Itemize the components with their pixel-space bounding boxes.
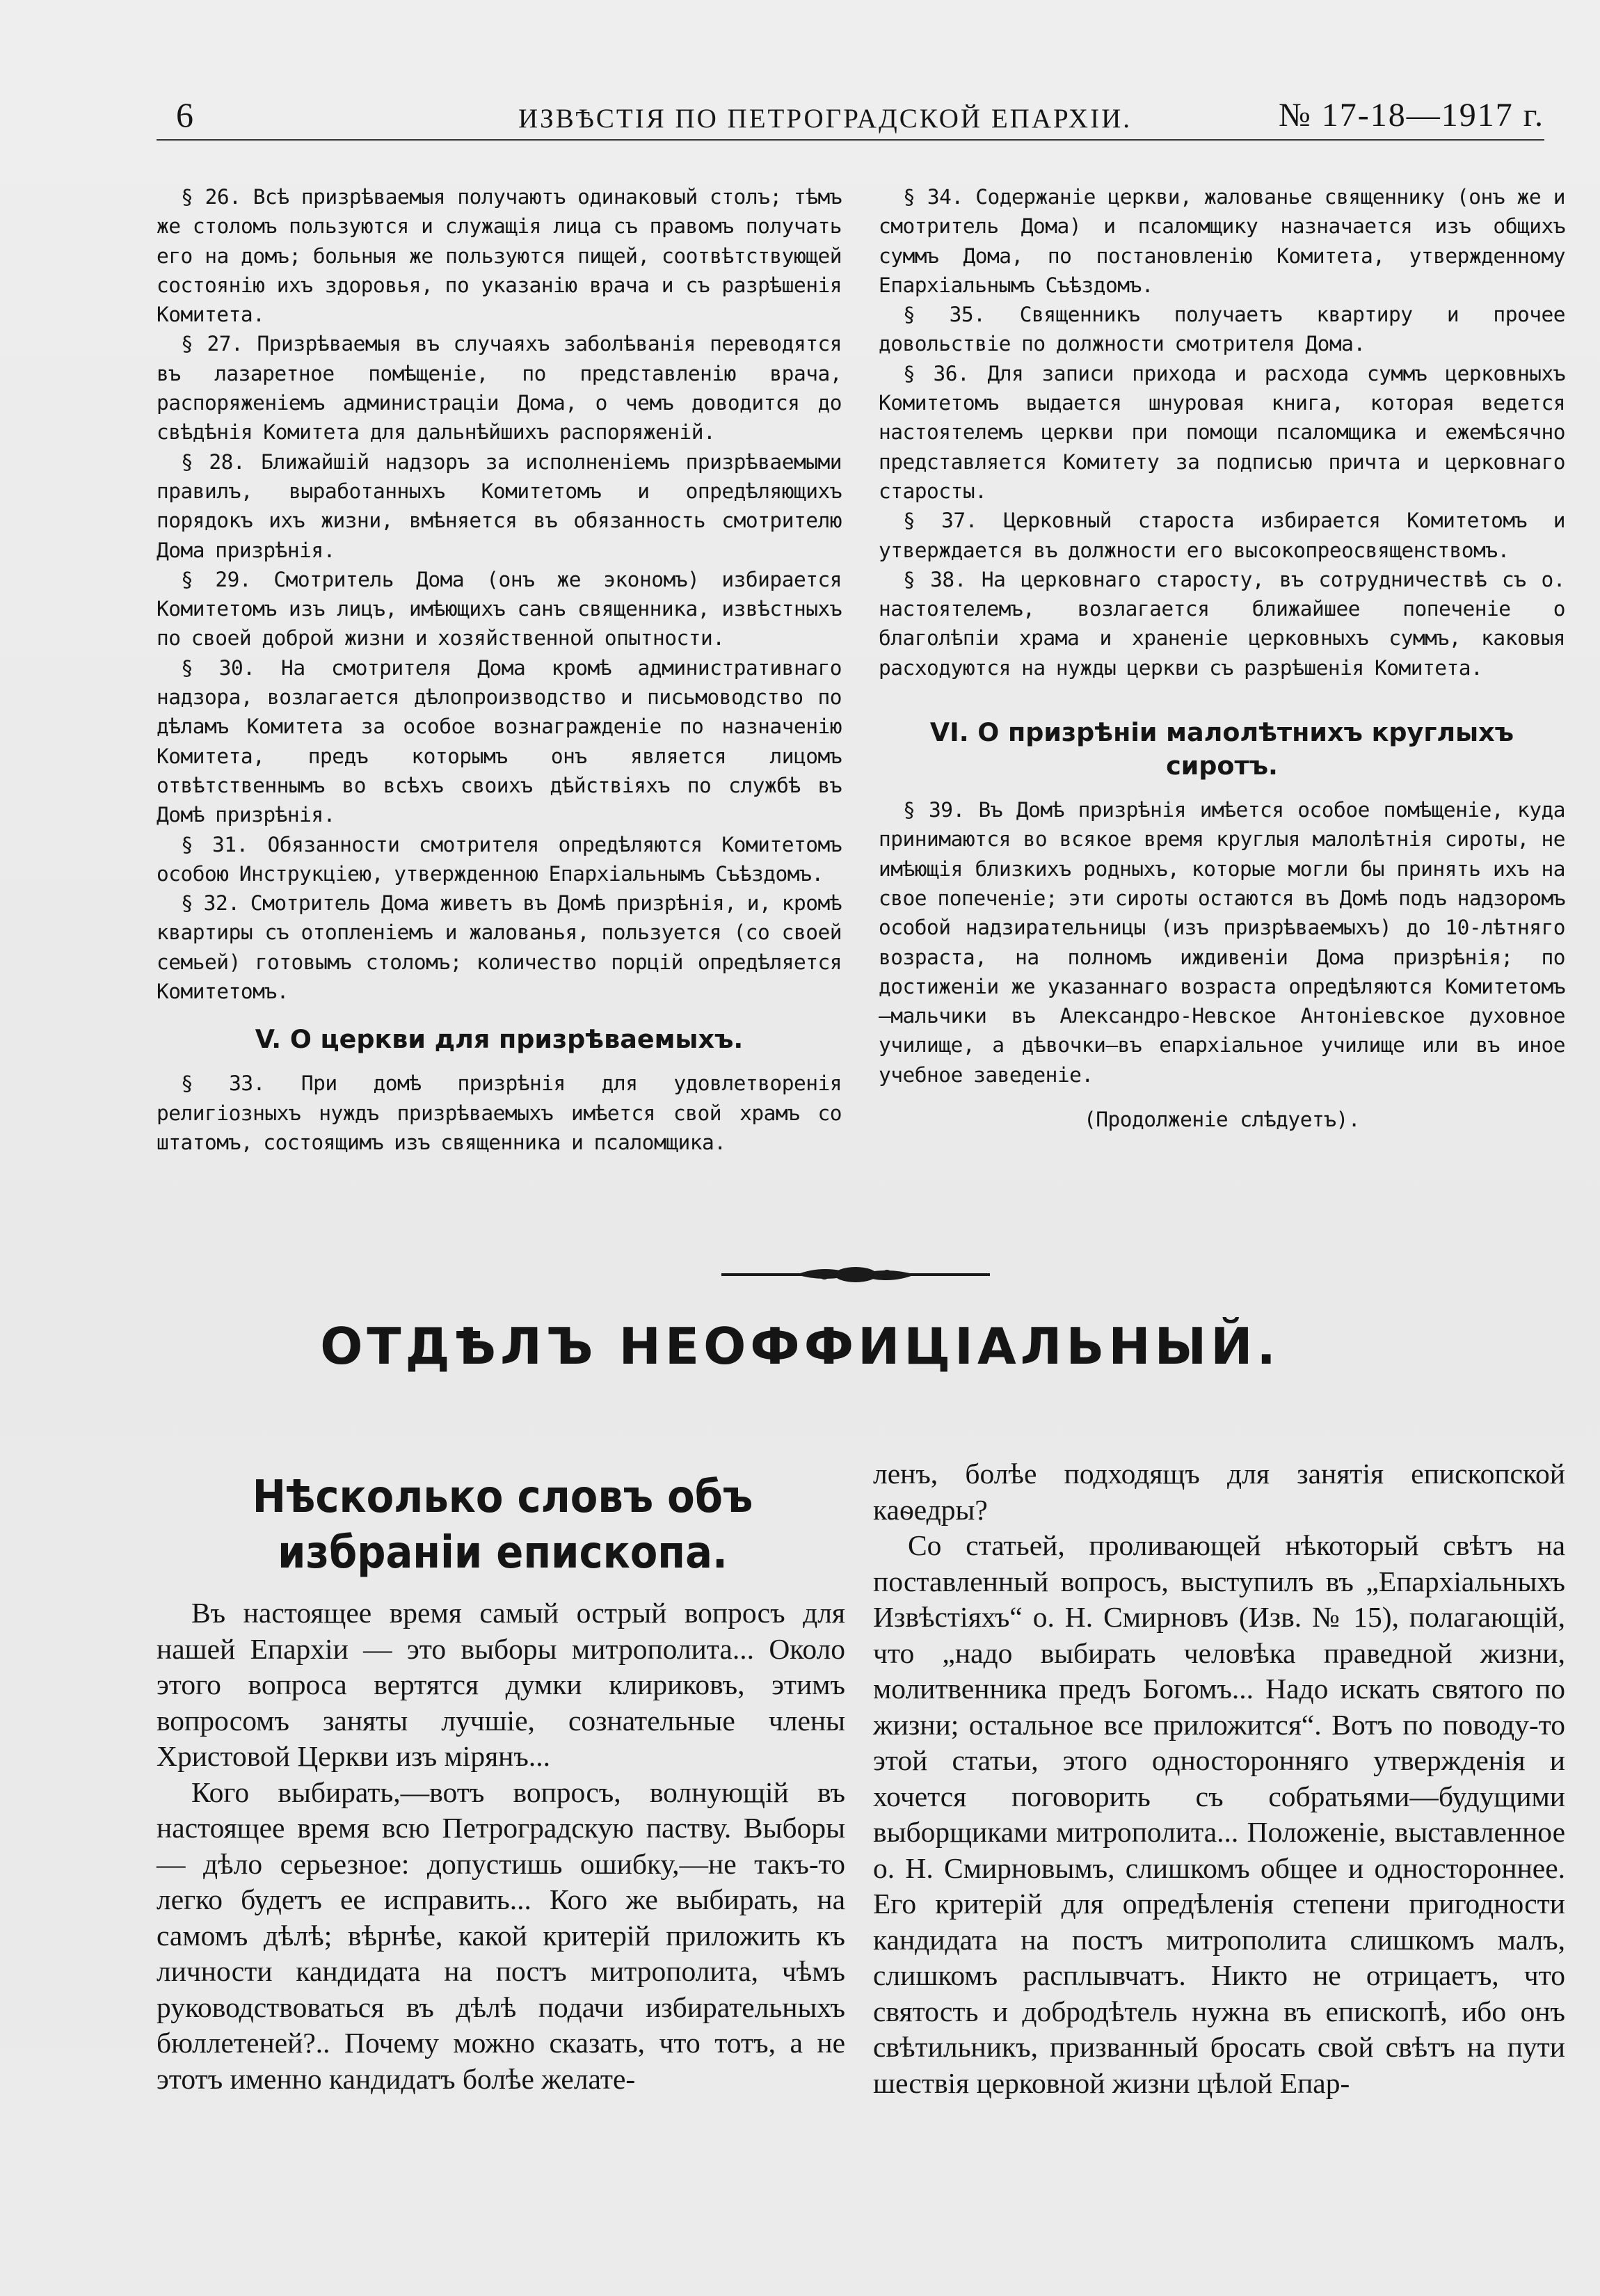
paragraph-33: § 33. При домѣ призрѣнія для удовлетворенія религіозныхъ нуждъ призрѣваемыхъ имѣется свой храмъ со штатомъ, состоящимъ изъ священника и псаломщика. bbox=[157, 1071, 842, 1154]
paragraph-31: § 31. Обязанности смотрителя опредѣляются Комитетомъ особою Инструкціею, утвержденною Епархіальнымъ Съѣздомъ. bbox=[157, 832, 842, 886]
section-heading-vi: VI. О призрѣніи малолѣтнихъ круглыхъ сиротъ. bbox=[929, 717, 1514, 781]
continued-note: (Продолженіе слѣдуетъ). bbox=[1084, 1108, 1360, 1132]
article-right-column bbox=[873, 1456, 1565, 2101]
paragraph-29: § 29. Смотритель Дома (онъ же экономъ) избирается Комитетомъ изъ лицъ, имѣющихъ санъ священника, извѣстныхъ по своей доброй жизни и хозяйственной опытности. bbox=[157, 567, 842, 651]
paragraph-35: § 35. Священникъ получаетъ квартиру и прочее довольствіе по должности смотрителя Дома. bbox=[879, 303, 1565, 356]
paragraph-30: § 30. На смотрителя Дома кромѣ административнаго надзора, возлагается дѣлопроизводство и письмоводство по дѣламъ Комитета за особое вознагражденіе по назначенію Комитета, предъ которымъ онъ является лицомъ отвѣтственнымъ во всѣхъ своихъ дѣйствіяхъ по службѣ въ Домѣ призрѣнія. bbox=[157, 655, 842, 827]
article-title: Нѣсколько словъ объ избраніи епископа. bbox=[252, 1472, 753, 1579]
article-paragraph: Со статьей, проливающей нѣкоторый свѣтъ на поставленный вопросъ, выступилъ въ „Епархіальныхъ Извѣстіяхъ“ о. Н. Смирновъ (Изв. № 15), полагающій, что „надо выбирать человѣка праведной жизни, молитвенника предъ Богомъ... Надо искать святого по жизни; остальное все приложится“. Вотъ по поводу-то этой статьи, этого односторонняго утвержденія и хочется поговорить съ собратьями—будущими выборщиками митрополита... Положеніе, выставленное о. Н. Смирновымъ, слишкомъ общее и одностороннее. Его критерій для опредѣленія степени пригодности кандидата на постъ митрополита слишкомъ малъ, слишкомъ расплывчатъ. Никто не отрицаетъ, что святость и добродѣтель нужна въ епископѣ, ибо онъ свѣтильникъ, призванный бросать свой свѣтъ на пути шествія церковной жизни цѣлой Епар- bbox=[873, 1529, 1565, 2099]
paragraph-27: § 27. Призрѣваемыя въ случаяхъ заболѣванія переводятся въ лазаретное помѣщеніе, по представленію врача, распоряженіемъ администраціи Дома, о чемъ доводится до свѣдѣнія Комитета для дальнѣйшихъ распоряженій. bbox=[157, 332, 842, 445]
running-header bbox=[157, 90, 1544, 141]
paragraph-36: § 36. Для записи прихода и расхода суммъ церковныхъ Комитетомъ выдается шнуровая книга, которая ведется настоятелемъ церкви при помощи псаломщика и ежемѣсячно представляется Комитету за подписью причта и церковнаго старосты. bbox=[879, 361, 1565, 503]
paragraph-26: § 26. Всѣ призрѣваемыя получаютъ одинаковый столъ; тѣмъ же столомъ пользуются и служащія лица съ правомъ получать его на домъ; больныя же пользуются пищей, соотвѣтствующей состоянію ихъ здоровья, по указанію врача и съ разрѣшенія Комитета. bbox=[157, 185, 842, 327]
top-left-column bbox=[157, 182, 842, 1157]
article-paragraph: Кого выбирать,—вотъ вопросъ, волнующій въ настоящее время всю Петроградскую паству. Выборы — дѣло серьезное: допустишь ошибку,—не такъ-то легко будетъ ее исправить... Кого же выбирать, на самомъ дѣлѣ; вѣрнѣе, какой критерій приложить къ личности кандидата на постъ митрополита, чѣмъ руководствоваться въ дѣлѣ подачи избирательныхъ бюллетеней?.. Почему можно сказать, что тотъ, а не этотъ именно кандидатъ болѣе желате- bbox=[157, 1776, 845, 2095]
department-title: ОТДѢЛЪ НЕОФФИЦІАЛЬНЫЙ. bbox=[320, 1317, 1280, 1376]
top-right-column bbox=[879, 182, 1565, 1131]
article-paragraph: Въ настоящее время самый острый вопросъ для нашей Епархіи — это выборы митрополита... Около этого вопроса вертятся думки клириковъ, этимъ вопросомъ заняты лучшіе, сознательные члены Христовой Церкви изъ мірянъ... bbox=[157, 1597, 845, 1772]
issue-number: № 17-18—1917 г. bbox=[1278, 97, 1544, 134]
article-paragraph: ленъ, болѣе подходящъ для занятія епископской каѳедры? bbox=[873, 1458, 1565, 1526]
paragraph-38: § 38. На церковнаго старосту, въ сотрудничествѣ съ о. настоятелемъ, возлагается ближайшее попеченіе о благолѣпіи храма и храненіе церковныхъ суммъ, каковыя расходуются на нужды церкви съ разрѣшенія Комитета. bbox=[879, 567, 1565, 680]
paragraph-39: § 39. Въ Домѣ призрѣнія имѣется особое помѣщеніе, куда принимаются во всякое время круглыя малолѣтнія сироты, не имѣющія близкихъ родныхъ, которые могли бы принять ихъ на свое попеченіе; эти сироты остаются въ Домѣ подъ надзоромъ особой надзирательницы (изъ призрѣваемыхъ) до 10-лѣтняго возраста, на полномъ иждивеніи Дома призрѣнія; по достиженіи же указаннаго возраста опредѣляются Комитетомъ—мальчики въ Александро-Невское Антоніевское духовное училище, а дѣвочки—въ епархіальное училище или въ иное учебное заведеніе. bbox=[879, 798, 1565, 1087]
ornament-divider-icon bbox=[720, 1261, 991, 1289]
paragraph-37: § 37. Церковный староста избирается Комитетомъ и утверждается въ должности его высокопреосвященствомъ. bbox=[879, 509, 1565, 562]
section-heading-v: V. О церкви для призрѣваемыхъ. bbox=[255, 1024, 744, 1055]
article-left-column bbox=[157, 1595, 845, 2097]
page-number: 6 bbox=[176, 95, 193, 134]
paragraph-34: § 34. Содержаніе церкви, жалованье священнику (онъ же и смотритель Дома) и псаломщику назначается изъ общихъ суммъ Дома, по постановленію Комитета, утвержденному Епархіальнымъ Съѣздомъ. bbox=[879, 185, 1565, 297]
paragraph-32: § 32. Смотритель Дома живетъ въ Домѣ призрѣнія, и, кромѣ квартиры съ отопленіемъ и жалованья, пользуется (со своей семьей) готовымъ столомъ; количество порцій опредѣляется Комитетомъ. bbox=[157, 891, 842, 1004]
paragraph-28: § 28. Ближайшій надзоръ за исполненіемъ призрѣваемыми правилъ, выработанныхъ Комитетомъ и опредѣляющихъ порядокъ ихъ жизни, вмѣняется въ обязанность смотрителю Дома призрѣнія. bbox=[157, 449, 842, 562]
journal-title: ИЗВѢСТІЯ ПО ПЕТРОГРАДСКОЙ ЕПАРХІИ. bbox=[518, 104, 1132, 134]
